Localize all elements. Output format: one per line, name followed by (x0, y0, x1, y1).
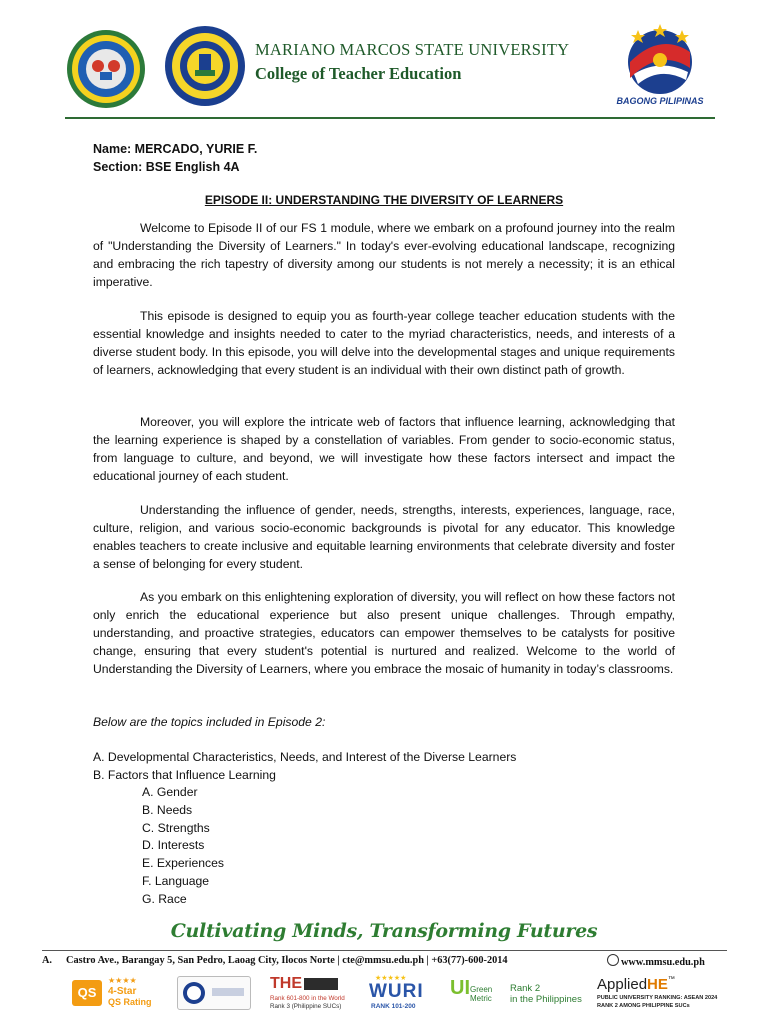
appliedhe-tm: ™ (667, 976, 675, 983)
student-name: Name: MERCADO, YURIE F. (93, 142, 258, 156)
the-ranking-badge (270, 975, 355, 1015)
footer-divider (42, 950, 727, 951)
website-text: www.mmsu.edu.ph (621, 957, 705, 968)
bagong-pilipinas-logo (624, 22, 696, 96)
the-stripe (304, 978, 338, 990)
paragraph: Welcome to Episode II of our FS 1 module, where we embark on a profound journey into the realm of "Understanding the Diversity of Learners." In today's ever-evolving educational landscape, recognizing and embracing the rich tapestry of diversity among our students is not merely a necessity; it is an ethical imperative. (93, 221, 675, 289)
qs-stars: ★★★★ (108, 976, 137, 985)
greenmetric-ui-logo: UI (450, 977, 470, 999)
address-letter: A. (42, 955, 53, 966)
the-line2: Rank 3 (Philippine SUCs) (270, 1003, 342, 1010)
qs-line2: QS Rating (108, 997, 152, 1007)
the-logo: THE (270, 975, 302, 992)
subtopic-item: F. Language (142, 874, 210, 888)
cte-seal-logo (163, 24, 247, 108)
appliedhe-logo-a: Applied (597, 976, 648, 993)
header-divider (65, 117, 715, 119)
subtopic-item: D. Interests (142, 838, 205, 852)
wuri-rank: RANK 101-200 (371, 1003, 416, 1010)
subtopic-item: A. Gender (142, 785, 198, 799)
appliedhe-logo-b: HE (647, 976, 668, 993)
subtopic-item: C. Strengths (142, 821, 210, 835)
topics-intro: Below are the topics included in Episode 2: (93, 715, 326, 729)
topic-item: B. Factors that Influence Learning (93, 768, 276, 782)
greenmetric-text: Green Metric (470, 985, 493, 1003)
website-link[interactable] (607, 954, 705, 968)
mmsu-seal-logo (60, 28, 152, 110)
certification-mark (212, 988, 244, 996)
student-section: Section: BSE English 4A (93, 160, 240, 174)
paragraph: As you embark on this enlightening exploration of diversity, you will reflect on how these factors not only enrich the educational experience but also present unique challenges. Through empathy, understanding, and proactive strategies, educators can empower themselves to be catalysts for positive change, ensuring that every student's potential is nurtured and realized. Welcome to the world of Understanding the Diversity of Learners, where you embrace the mosaic of humanity in today’s classrooms. (93, 590, 675, 676)
wuri-logo: WURI (369, 981, 424, 1002)
qs-rating-badge (72, 978, 162, 1008)
episode-title: EPISODE II: UNDERSTANDING THE DIVERSITY OF LEARNERS (204, 193, 564, 207)
greenmetric-badge (450, 975, 590, 1011)
paragraph: Moreover, you will explore the intricate web of factors that influence learning, acknowledging that the learning experience is shaped by a constellation of variables. From gender to socio-economic status, from language to culture, and beyond, we will investigate how these factors intersect and impact the educational journey of each student. (93, 415, 675, 483)
paragraph: This episode is designed to equip you as fourth-year college teacher education students with the essential knowledge and insights needed to cater to the myriad characteristics, needs, and interests of a diverse student body. In this episode, you will delve into the developmental stages and unique requirements of learners, acknowledging that every student is an individual with their own distinct path of growth. (93, 309, 675, 377)
slogan: Cultivating Minds, Transforming Futures (170, 920, 598, 942)
certification-seal-icon (182, 981, 206, 1005)
certification-badge (177, 976, 251, 1010)
bagong-pilipinas-label: BAGONG PILIPINAS (616, 96, 704, 106)
qs-logo: QS (72, 980, 102, 1006)
address-text: Castro Ave., Barangay 5, San Pedro, Laoag City, Ilocos Norte | cte@mmsu.edu.ph | +63(77)-600-2014 (66, 955, 508, 966)
greenmetric-line1: Rank 2 (510, 983, 541, 994)
appliedhe-badge (597, 976, 727, 1016)
subtopic-item: E. Experiences (142, 856, 224, 870)
greenmetric-line2: in the Philippines (510, 994, 582, 1005)
college-name: College of Teacher Education (255, 64, 462, 83)
appliedhe-line1: PUBLIC UNIVERSITY RANKING: ASEAN 2024 (597, 995, 718, 1001)
the-line1: Rank 601-800 in the World (270, 995, 345, 1002)
university-name: MARIANO MARCOS STATE UNIVERSITY (255, 40, 570, 59)
subtopic-item: B. Needs (142, 803, 193, 817)
paragraph: Understanding the influence of gender, needs, strengths, interests, experiences, language, race, culture, religion, and various socio-economic backgrounds is pivotal for any educator. This knowledge enables teachers to create inclusive and equitable learning environments that celebrate diversity and foster a sense of belonging for every student. (93, 503, 675, 571)
topic-item: A. Developmental Characteristics, Needs, and Interest of the Diverse Learners (93, 750, 517, 764)
globe-icon (607, 954, 619, 966)
subtopic-item: G. Race (142, 892, 187, 906)
wuri-badge (367, 974, 433, 1014)
appliedhe-line2: RANK 2 AMONG PHILIPPINE SUCs (597, 1003, 690, 1009)
appliedhe-logo (597, 976, 675, 993)
wuri-stars: ★★★★★ (375, 975, 407, 982)
qs-line1: 4-Star (108, 986, 137, 997)
